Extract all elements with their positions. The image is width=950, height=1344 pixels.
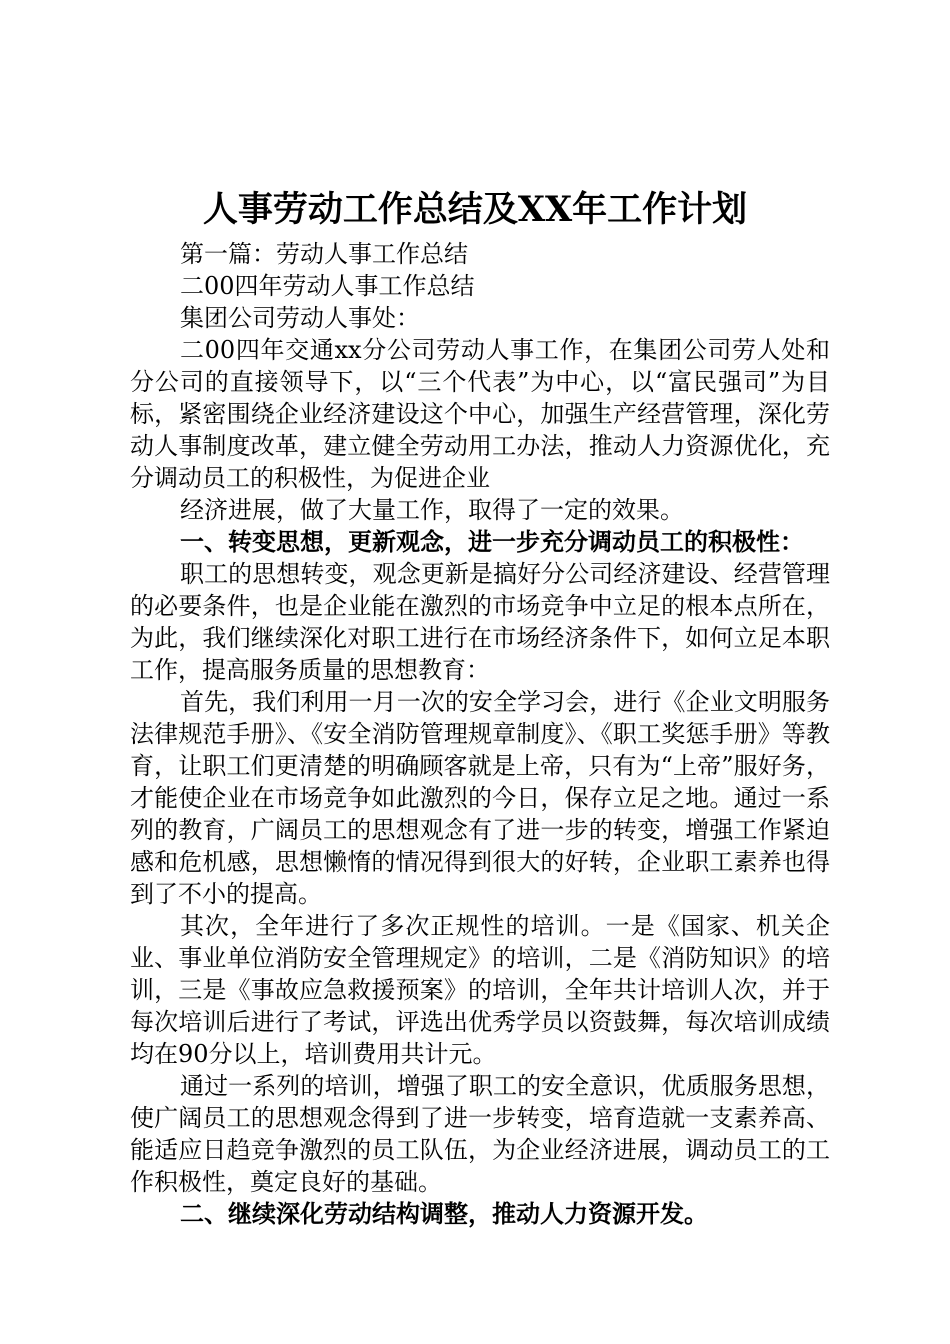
- paragraph: 职工的思想转变，观念更新是搞好分公司经济建设、经营管理的必要条件，也是企业能在激烈的市场竞争中立足的根本点所在，为此，我们继续深化对职工进行在市场经济条件下，如何立足本职工作，提高服务质量的思想教育：: [130, 560, 830, 684]
- document-title: 人事劳动工作总结及XX年工作计划: [202, 189, 748, 230]
- section-heading: 一、转变思想，更新观念，进一步充分调动员工的积极性：: [180, 527, 804, 556]
- paragraph: 通过一系列的培训，增强了职工的安全意识，优质服务思想，使广阔员工的思想观念得到了进一步转变，培育造就一支素养高、能适应日趋竞争激烈的员工队伍，为企业经济进展，调动员工的工作积极性，奠定良好的基础。: [130, 1072, 830, 1196]
- document-body: [130, 238, 830, 1230]
- paragraph: 经济进展，做了大量工作，取得了一定的效果。: [180, 496, 684, 524]
- paragraph: 二00四年交通xx分公司劳动人事工作，在集团公司劳人处和分公司的直接领导下，以“三个代表”为中心，以“富民强司”为目标，紧密围绕企业经济建设这个中心，加强生产经营管理，深化劳动人事制度改革，建立健全劳动用工办法，推动人力资源优化，充分调动员工的积极性，为促进企业: [130, 336, 830, 492]
- paragraph: 二00四年劳动人事工作总结: [180, 272, 475, 300]
- paragraph: 集团公司劳动人事处：: [180, 304, 420, 332]
- paragraph: 第一篇：劳动人事工作总结: [180, 240, 468, 268]
- paragraph: 其次，全年进行了多次正规性的培训。一是《国家、机关企业、事业单位消防安全管理规定》的培训，二是《消防知识》的培训，三是《事故应急救援预案》的培训，全年共计培训人次，并于每次培训后进行了考试，评选出优秀学员以资鼓舞，每次培训成绩均在90分以上，培训费用共计元。: [130, 912, 830, 1068]
- paragraph: 首先，我们利用一月一次的安全学习会，进行《企业文明服务法律规范手册》、《安全消防管理规章制度》、《职工奖惩手册》等教育，让职工们更清楚的明确顾客就是上帝，只有为“上帝”服好务，才能使企业在市场竞争如此激烈的今日，保存立足之地。通过一系列的教育，广阔员工的思想观念有了进一步的转变，增强工作紧迫感和危机感，思想懒惰的情况得到很大的好转，企业职工素养也得到了不小的提高。: [130, 688, 830, 908]
- section-heading: 二、继续深化劳动结构调整，推动人力资源开发。: [180, 1199, 708, 1228]
